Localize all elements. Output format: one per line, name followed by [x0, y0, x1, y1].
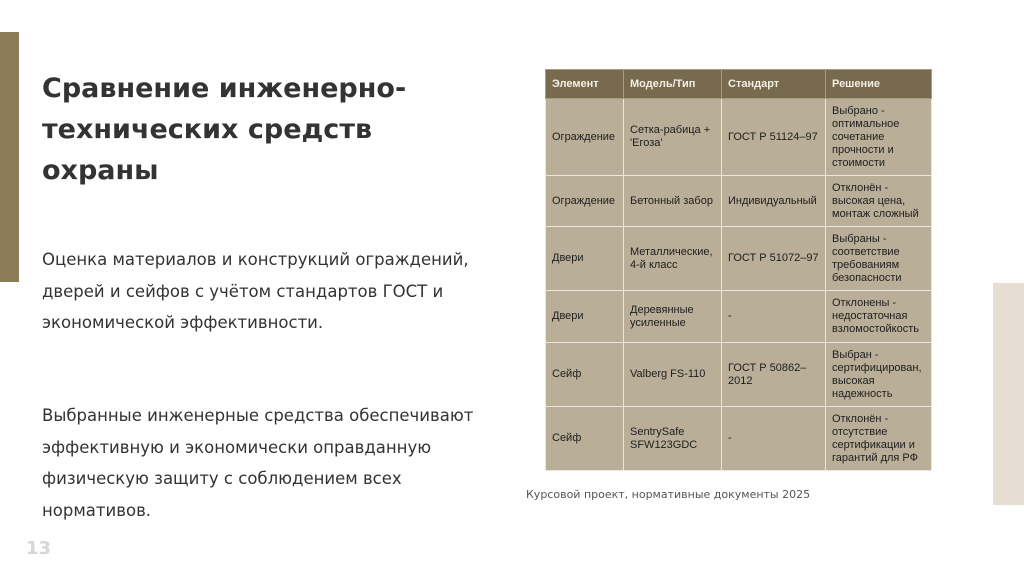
table-row [546, 176, 932, 227]
page-number: 13 [26, 538, 52, 559]
cell-standard: ГОСТ Р 51072–97 [722, 227, 826, 291]
table-row [546, 343, 932, 407]
cell-decision: Отклонён - отсутствие сертификации и гарантий для РФ [826, 407, 932, 471]
cell-decision: Отклонён - высокая цена, монтаж сложный [826, 176, 932, 227]
header-decision: Решение [826, 70, 932, 99]
cell-decision: Выбрано - оптимальное сочетание прочности и стоимости [826, 99, 932, 176]
cell-model-type: Деревянные усиленные [624, 291, 722, 343]
cell-standard: Индивидуальный [722, 176, 826, 227]
header-model-type: Модель/Тип [624, 70, 722, 99]
table-row [546, 227, 932, 291]
cell-element: Сейф [546, 407, 624, 471]
cell-model-type: SentrySafe SFW123GDC [624, 407, 722, 471]
cell-decision: Выбран - сертифицирован, высокая надежность [826, 343, 932, 407]
header-standard: Стандарт [722, 70, 826, 99]
cell-model-type: Valberg FS-110 [624, 343, 722, 407]
table-row [546, 99, 932, 176]
cell-element: Сейф [546, 343, 624, 407]
cell-element: Ограждение [546, 99, 624, 176]
cell-element: Двери [546, 291, 624, 343]
table-row [546, 291, 932, 343]
cell-model-type: Металлические, 4-й класс [624, 227, 722, 291]
right-accent-bar [993, 283, 1024, 505]
cell-element: Двери [546, 227, 624, 291]
header-element: Элемент [546, 70, 624, 99]
cell-standard: - [722, 291, 826, 343]
conclusion-paragraph: Выбранные инженерные средства обеспечивают эффективную и экономически оправданную физическую защиту с соблюдением всех нормативов. [42, 406, 474, 520]
comparison-table-container [545, 69, 931, 471]
cell-model-type: Бетонный забор [624, 176, 722, 227]
cell-element: Ограждение [546, 176, 624, 227]
cell-standard: ГОСТ Р 50862–2012 [722, 343, 826, 407]
cell-decision: Выбраны - соответствие требованиям безопасности [826, 227, 932, 291]
cell-standard: ГОСТ Р 51124–97 [722, 99, 826, 176]
left-accent-bar [0, 32, 19, 282]
table-header-row [546, 70, 932, 99]
cell-model-type: Сетка-рабица + 'Егоза' [624, 99, 722, 176]
comparison-table [545, 69, 932, 471]
cell-decision: Отклонены - недостаточная взломостойкость [826, 291, 932, 343]
slide-title: Сравнение инженерно-технических средств охраны [42, 73, 407, 186]
cell-standard: - [722, 407, 826, 471]
source-note: Курсовой проект, нормативные документы 2025 [526, 488, 811, 501]
intro-paragraph: Оценка материалов и конструкций ограждений, дверей и сейфов с учётом стандартов ГОСТ и экономической эффективности. [42, 250, 469, 332]
table-row [546, 407, 932, 471]
